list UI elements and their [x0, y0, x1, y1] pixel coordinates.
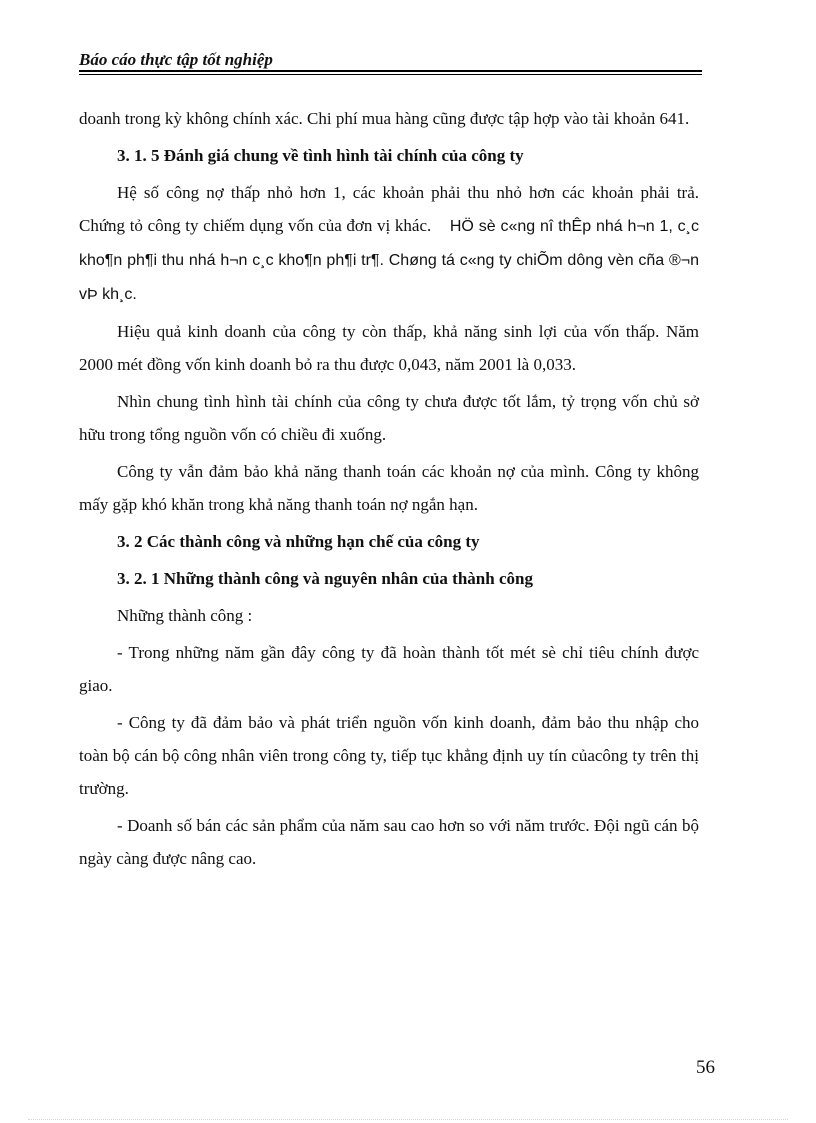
header-rule	[79, 70, 702, 75]
paragraph-payment-ability: Công ty vẫn đảm bảo khả năng thanh toán các khoản nợ của mình. Công ty không mấy gặp khó khăn trong khả năng thanh toán nợ ngắn hạn.	[79, 462, 699, 514]
running-header-title: Báo cáo thực tập tốt nghiệp	[79, 50, 273, 69]
list-item-targets: - Trong những năm gần đây công ty đã hoàn thành tốt mét sè chỉ tiêu chính được giao.	[79, 643, 699, 695]
list-item-sales: - Doanh số bán các sản phẩm của năm sau cao hơn so với năm trước. Đội ngũ cán bộ ngày càng được nâng cao.	[79, 816, 699, 868]
page-number: 56	[696, 1057, 715, 1078]
paragraph-achievements-label: Những thành công :	[117, 606, 253, 625]
paragraph-debt-ratio	[79, 176, 699, 311]
section-heading-3-1-5: 3. 1. 5 Đánh giá chung về tình hình tài chính của công ty	[117, 146, 524, 165]
list-item-capital: - Công ty đã đảm bảo và phát triển nguồn vốn kinh doanh, đảm bảo thu nhập cho toàn bộ cán bộ công nhân viên trong công ty, tiếp tục khẳng định uy tín củacông ty trên thị trường.	[79, 713, 699, 798]
section-heading-3-2: 3. 2 Các thành công và những hạn chế của công ty	[117, 532, 480, 551]
paragraph-continuation: doanh trong kỳ không chính xác. Chi phí mua hàng cũng được tập hợp vào tài khoản 641.	[79, 109, 690, 128]
debt-ratio-legacy-encoding-text: HÖ sè c«ng nî thÊp nhá h¬n 1, c¸c kho¶n ph¶i thu nhá h¬n c¸c kho¶n ph¶i tr¶. Chøng tá c«ng ty chiÕm dông vèn cña ®¬n vÞ kh¸c.	[79, 218, 699, 303]
page-body	[79, 102, 699, 879]
section-heading-3-2-1: 3. 2. 1 Những thành công và nguyên nhân của thành công	[117, 569, 533, 588]
paragraph-business-efficiency: Hiệu quả kinh doanh của công ty còn thấp, khả năng sinh lợi của vốn thấp. Năm 2000 mét đồng vốn kinh doanh bỏ ra thu được 0,043, năm 2001 là 0,033.	[79, 322, 699, 374]
paragraph-financial-overview: Nhìn chung tình hình tài chính của công ty chưa được tốt lắm, tỷ trọng vốn chủ sở hữu trong tổng nguồn vốn có chiều đi xuống.	[79, 392, 699, 444]
page-bottom-border	[28, 1119, 788, 1120]
debt-ratio-text: Hệ số công nợ thấp nhỏ hơn 1, các khoản phải thu nhỏ hơn các khoản phải trả. Chứng tỏ công ty chiếm dụng vốn của đơn vị khác.	[79, 183, 699, 235]
